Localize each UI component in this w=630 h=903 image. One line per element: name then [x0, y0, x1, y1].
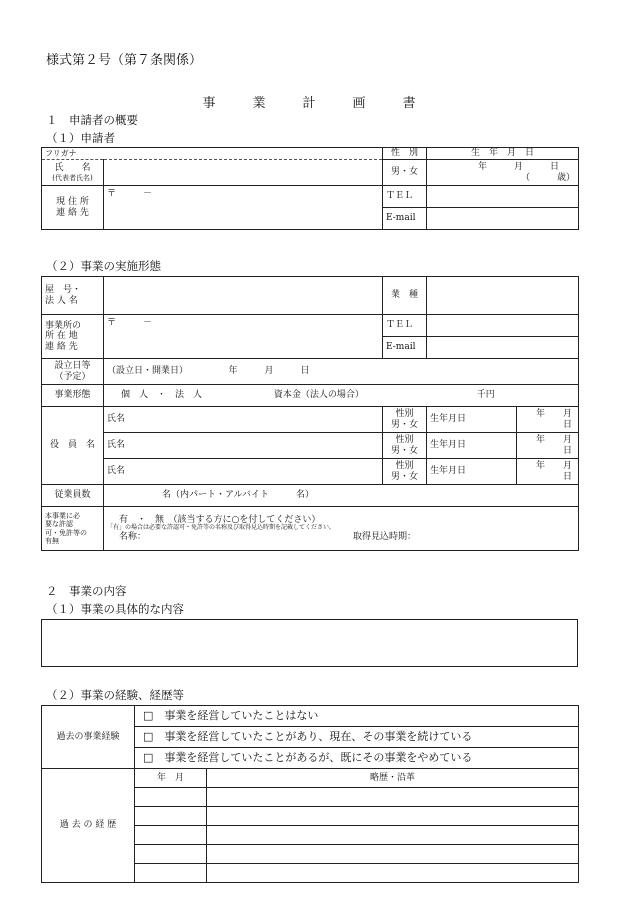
- career-col-history: 略歴・沿革: [207, 769, 579, 788]
- detail-heading: （１）事業の具体的な内容: [46, 602, 184, 616]
- establish-label-2: （予定）: [54, 371, 91, 382]
- career-date-5[interactable]: [135, 864, 207, 883]
- tel-field[interactable]: [427, 186, 579, 208]
- officer-3-sex-l1: 性別: [395, 461, 414, 472]
- business-table: [41, 276, 591, 551]
- license-name-label: 名称：: [119, 531, 147, 542]
- office-address-field[interactable]: [104, 315, 383, 359]
- office-label-2: 所 在 地: [45, 331, 78, 342]
- officer-2-name[interactable]: 氏名: [104, 433, 383, 459]
- name-label-main: 氏 名: [54, 163, 91, 174]
- license-note: 「有」の場合は必要な許認可・免許等の名称及び取得見込時期を記載してください。: [107, 524, 336, 532]
- birth-label: 生 年 月 日: [427, 148, 579, 160]
- license-detail-row: [107, 532, 575, 542]
- license-label: [42, 507, 104, 551]
- name-field[interactable]: [104, 160, 383, 186]
- sex-label: 性 別: [383, 148, 427, 160]
- license-when-label: 取得見込時期：: [353, 531, 417, 542]
- office-label-3: 連 絡 先: [45, 341, 78, 352]
- establish-label: [42, 359, 104, 385]
- officer-2-sex-l2: 男・女: [391, 445, 419, 456]
- officers-label: 役 員 名: [42, 407, 104, 485]
- shop-name-label: [42, 277, 104, 315]
- address-label-1: 現 住 所: [56, 197, 89, 208]
- business-form-field[interactable]: [104, 385, 579, 407]
- career-date-4[interactable]: [135, 845, 207, 864]
- career-history-2[interactable]: [207, 807, 579, 826]
- address-label-2: 連 絡 先: [56, 207, 89, 218]
- office-label-1: 事業所の: [45, 320, 82, 331]
- address-field[interactable]: [104, 186, 383, 230]
- furigana-label: フリガナ: [42, 148, 383, 160]
- career-history-1[interactable]: [207, 788, 579, 807]
- shop-label-2: 法 人 名: [45, 295, 78, 306]
- officer-2-sex[interactable]: [383, 433, 427, 459]
- career-col-date: 年 月: [135, 769, 207, 788]
- career-date-2[interactable]: [135, 807, 207, 826]
- office-label: [42, 315, 104, 359]
- career-date-3[interactable]: [135, 826, 207, 845]
- career-label: 過 去 の 経 歴: [42, 769, 135, 883]
- officer-2-sex-l1: 性別: [395, 435, 414, 446]
- employees-field[interactable]: [104, 485, 579, 507]
- license-label-4: 有無: [45, 536, 59, 545]
- officer-1-sex[interactable]: [383, 407, 427, 433]
- officer-1-name[interactable]: 氏名: [104, 407, 383, 433]
- officer-1-sex-l2: 男・女: [391, 419, 419, 430]
- industry-label: 業 種: [383, 277, 427, 315]
- license-label-3: 可・免許等の: [45, 528, 87, 537]
- officer-3-birth-date[interactable]: 年 月 日: [517, 459, 579, 485]
- document-title: 事 業 計 画 書: [202, 96, 428, 111]
- name-label-sub: (代表者氏名): [52, 173, 93, 182]
- email-label: E-mail: [383, 208, 427, 230]
- experience-table: [41, 705, 579, 883]
- sex-field[interactable]: 男・女: [383, 160, 427, 186]
- business-detail-box[interactable]: [41, 619, 578, 667]
- shop-name-field[interactable]: [104, 277, 383, 315]
- birth-date-value: 年 月 日: [478, 162, 560, 173]
- license-choice[interactable]: 有 ・ 無 （該当する方に○を付してください）: [119, 514, 321, 525]
- officer-3-birth-label: 生年月日: [427, 459, 517, 485]
- name-label: [42, 160, 104, 186]
- applicant-table: [41, 147, 579, 230]
- office-postal-mark: 〒 －: [107, 318, 153, 328]
- email-field[interactable]: [427, 208, 579, 230]
- experience-option-1[interactable]: □ 事業を経営していたことはない: [135, 706, 579, 727]
- license-label-1: 本事業に必: [45, 512, 80, 521]
- business-heading: （２）事業の実施形態: [46, 259, 161, 273]
- capital-label: 資本金（法人の場合）: [273, 390, 364, 401]
- form-number: 様式第２号（第７条関係）: [46, 53, 203, 68]
- career-history-5[interactable]: [207, 864, 579, 883]
- career-history-3[interactable]: [207, 826, 579, 845]
- establish-date-value: （設立日・開業日） 年 月 日: [107, 366, 310, 377]
- establish-label-1: 設立日等: [54, 361, 91, 372]
- section-2-heading: ２ 事業の内容: [46, 584, 127, 598]
- license-label-2: 要な許認: [45, 520, 73, 529]
- tel-label: ＴＥＬ: [383, 186, 427, 208]
- career-history-4[interactable]: [207, 845, 579, 864]
- officer-1-birth-label: 生年月日: [427, 407, 517, 433]
- business-form-label: 事業形態: [42, 385, 104, 407]
- applicant-heading: （１）申請者: [46, 131, 115, 145]
- birth-field[interactable]: [427, 160, 579, 186]
- postal-mark: 〒 －: [107, 189, 153, 199]
- past-experience-label: 過去の事業経験: [42, 706, 135, 769]
- officer-1-birth-date[interactable]: 年 月 日: [517, 407, 579, 433]
- officer-2-birth-label: 生年月日: [427, 433, 517, 459]
- officer-2-birth-date[interactable]: 年 月 日: [517, 433, 579, 459]
- office-email-field[interactable]: [427, 337, 579, 359]
- experience-option-2[interactable]: □ 事業を経営していたことがあり、現在、その事業を続けている: [135, 727, 579, 748]
- shop-label-1: 屋 号・: [45, 285, 82, 296]
- career-date-1[interactable]: [135, 788, 207, 807]
- section-1-heading: １ 申請者の概要: [46, 113, 138, 127]
- capital-unit: 千円: [476, 390, 495, 401]
- office-email-label: E-mail: [383, 337, 427, 359]
- age-value: （ 歳）: [521, 172, 576, 183]
- industry-field[interactable]: [427, 277, 579, 315]
- business-form-value: 個 人 ・ 法 人: [121, 390, 203, 401]
- address-label: [42, 186, 104, 230]
- officer-1-sex-l1: 性別: [395, 409, 414, 420]
- license-field[interactable]: [104, 507, 579, 551]
- experience-option-3[interactable]: □ 事業を経営していたことがあるが、既にその事業をやめている: [135, 748, 579, 769]
- experience-heading: （２）事業の経験、経歴等: [46, 688, 184, 702]
- office-tel-label: ＴＥＬ: [383, 315, 427, 337]
- employees-label: 従業員数: [42, 485, 104, 507]
- employees-value: 名（内パート・アルバイト 名）: [162, 490, 315, 501]
- office-tel-field[interactable]: [427, 315, 579, 337]
- establish-date-field[interactable]: [104, 359, 579, 385]
- officer-3-sex-l2: 男・女: [391, 471, 419, 482]
- officer-3-name[interactable]: 氏名: [104, 459, 383, 485]
- officer-3-sex[interactable]: [383, 459, 427, 485]
